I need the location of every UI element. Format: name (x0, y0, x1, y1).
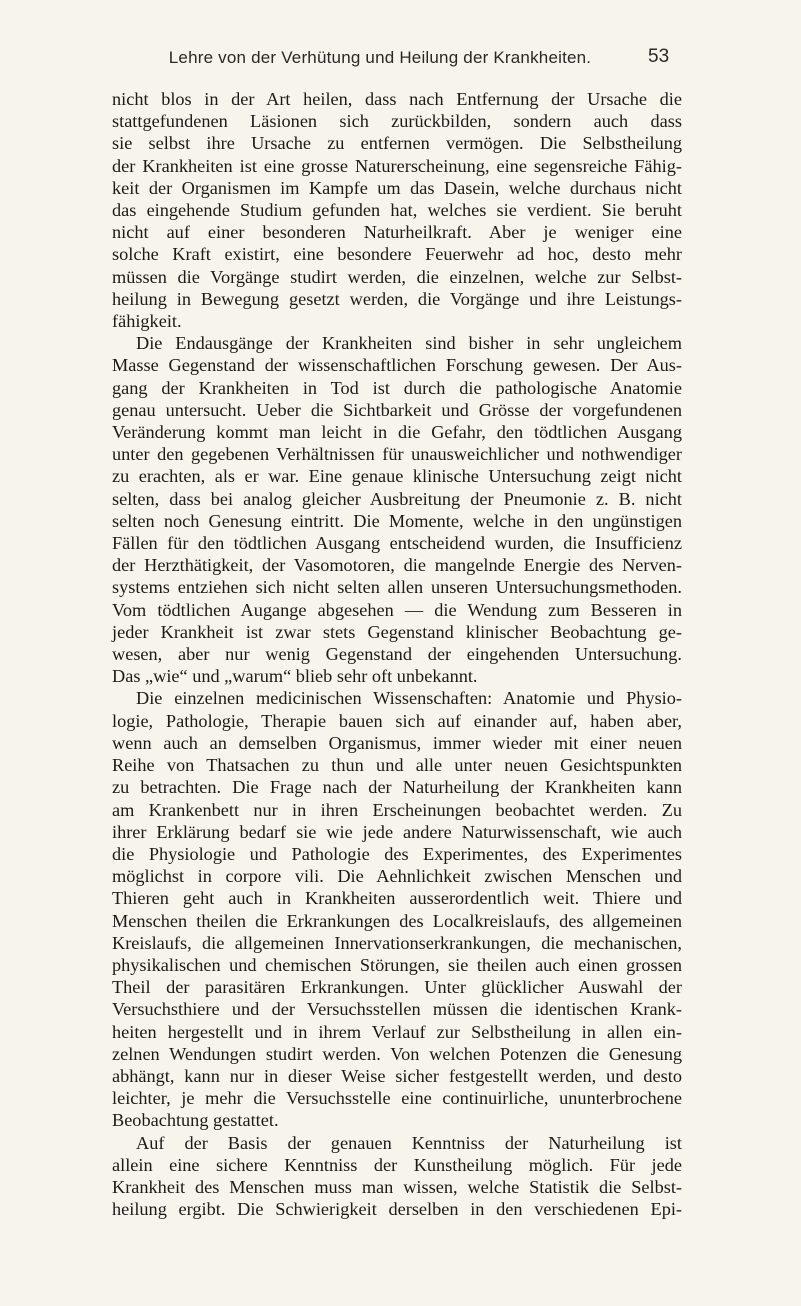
paragraph (112, 332, 682, 687)
text-line: selten, dass bei analog gleicher Ausbreitung der Pneumonie z. B. nicht (112, 488, 682, 509)
text-line: Vom tödtlichen Augange abgesehen — die Wendung zum Besseren in (112, 599, 682, 620)
text-line: unter den gegebenen Verhältnissen für unausweichlicher und nothwendiger (112, 444, 682, 465)
paragraph (112, 88, 682, 332)
text-line: Veränderung kommt man leicht in die Gefahr, den tödtlichen Ausgang (112, 422, 682, 443)
running-head: Lehre von der Verhütung und Heilung der Krankheiten. (168, 48, 592, 67)
page-number: 53 (648, 46, 670, 67)
text-line: müssen die Vorgänge studirt werden, die einzelnen, welche zur Selbst- (112, 266, 682, 287)
text-line: zu betrachten. Die Frage nach der Naturheilung der Krankheiten kann (112, 777, 682, 798)
text-line: genau untersucht. Ueber die Sichtbarkeit und Grösse der vorgefundenen (112, 399, 682, 420)
text-line: heiten hergestellt und in ihrem Verlauf zur Selbstheilung in allen ein- (112, 1021, 682, 1042)
text-line: der Krankheiten ist eine grosse Naturerscheinung, eine segensreiche Fähig- (112, 155, 682, 176)
text-line: zu erachten, als er war. Eine genaue klinische Untersuchung zeigt nicht (112, 466, 682, 487)
text-line: das eingehende Studium gefunden hat, welches sie verdient. Sie beruht (112, 200, 682, 221)
text-line: gang der Krankheiten in Tod ist durch die pathologische Anatomie (112, 377, 682, 398)
text-line: Menschen theilen die Erkrankungen des Localkreislaufs, des allgemeinen (112, 910, 682, 931)
text-line: fähigkeit. (112, 311, 182, 332)
text-line: Auf der Basis der genauen Kenntniss der Naturheilung ist (136, 1132, 682, 1153)
text-line: Masse Gegenstand der wissenschaftlichen Forschung gewesen. Der Aus- (112, 355, 682, 376)
text-line: Die Endausgänge der Krankheiten sind bisher in sehr ungleichem (136, 333, 682, 354)
text-line: Krankheit des Menschen muss man wissen, welche Statistik die Selbst- (112, 1176, 682, 1197)
text-line: heilung in Bewegung gesetzt werden, die Vorgänge und ihre Leistungs- (112, 288, 682, 309)
text-line: am Krankenbett nur in ihren Erscheinungen beobachtet werden. Zu (112, 799, 682, 820)
text-line: nicht blos in der Art heilen, dass nach Entfernung der Ursache die (112, 89, 682, 109)
text-line: Kreislaufs, die allgemeinen Innervationserkrankungen, die mechanischen, (112, 932, 682, 953)
text-line: jeder Krankheit ist zwar stets Gegenstand klinischer Beobachtung ge- (112, 621, 682, 642)
text-line: leichter, je mehr die Versuchsstelle eine continuirliche, ununterbrochene (112, 1088, 682, 1109)
text-line: zelnen Wendungen studirt werden. Von welchen Potenzen die Genesung (112, 1043, 682, 1064)
text-line: nicht auf einer besonderen Naturheilkraft. Aber je weniger eine (112, 222, 682, 243)
text-line: ihrer Erklärung bedarf sie wie jede andere Naturwissenschaft, wie auch (112, 821, 682, 842)
text-line: wesen, aber nur wenig Gegenstand der eingehenden Untersuchung. (112, 644, 682, 665)
paragraph (112, 1132, 682, 1221)
text-line: stattgefundenen Läsionen sich zurückbilden, sondern auch dass (112, 111, 682, 132)
text-line: Das „wie“ und „warum“ blieb sehr oft unbekannt. (112, 666, 478, 687)
body-text (112, 88, 682, 1220)
text-line: der Herzthätigkeit, der Vasomotoren, die mangelnde Energie des Nerven- (112, 555, 682, 576)
text-line: heilung ergibt. Die Schwierigkeit derselben in den verschiedenen Epi- (112, 1199, 682, 1220)
text-line: abhängt, kann nur in dieser Weise sicher festgestellt werden, und desto (112, 1065, 682, 1086)
text-line: Beobachtung gestattet. (112, 1110, 279, 1131)
text-line: logie, Pathologie, Therapie bauen sich auf einander auf, haben aber, (112, 710, 682, 731)
text-line: möglichst in corpore vili. Die Aehnlichkeit zwischen Menschen und (112, 866, 682, 887)
text-line: Versuchsthiere und der Versuchsstellen müssen die identischen Krank- (112, 999, 682, 1020)
text-line: Thieren geht auch in Krankheiten ausserordentlich weit. Thiere und (112, 888, 682, 909)
text-line: selten noch Genesung eintritt. Die Momente, welche in den ungünstigen (112, 510, 682, 531)
text-line: solche Kraft existirt, eine besondere Feuerwehr ad hoc, desto mehr (112, 244, 682, 265)
text-line: Theil der parasitären Erkrankungen. Unter glücklicher Auswahl der (112, 977, 682, 998)
text-line: allein eine sichere Kenntniss der Kunstheilung möglich. Für jede (112, 1154, 682, 1175)
text-line: Die einzelnen medicinischen Wissenschaften: Anatomie und Physio- (136, 688, 682, 709)
text-line: sie selbst ihre Ursache zu entfernen vermögen. Die Selbstheilung (112, 133, 682, 154)
text-line: Fällen für den tödtlichen Ausgang entscheidend wurden, die Insufficienz (112, 533, 682, 554)
text-line: systems entziehen sich nicht selten allen unseren Untersuchungsmethoden. (112, 577, 682, 598)
text-line: keit der Organismen im Kampfe um das Dasein, welche durchaus nicht (112, 177, 682, 198)
text-line: die Physiologie und Pathologie des Experimentes, des Experimentes (112, 843, 682, 864)
text-line: Reihe von Thatsachen zu thun und alle unter neuen Gesichtspunkten (112, 755, 682, 776)
paragraph (112, 687, 682, 1131)
text-line: physikalischen und chemischen Störungen, sie theilen auch einen grossen (112, 954, 682, 975)
text-line: wenn auch an demselben Organismus, immer wieder mit einer neuen (112, 732, 682, 753)
